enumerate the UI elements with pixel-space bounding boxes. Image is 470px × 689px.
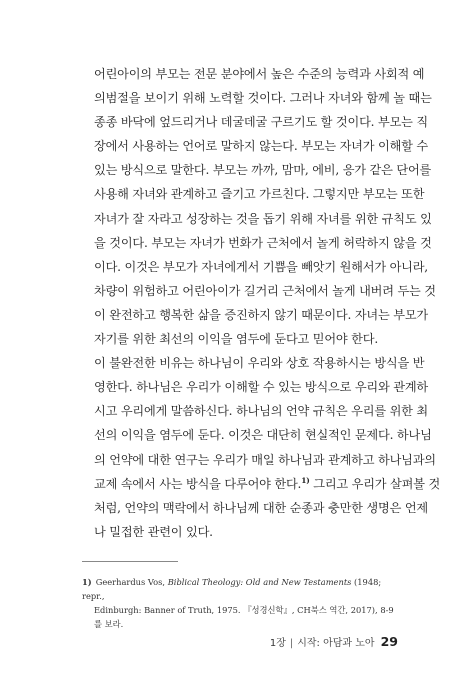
text-line: 시고 우리에게 말씀하신다. 하나님의 언약 규칙은 우리를 위한 최: [94, 404, 428, 419]
text-segment: 교제 속에서 사는 방식을 다루어야 한다.: [94, 476, 302, 491]
text-line: 이다. 이것은 부모가 자녀에게서 기쁨을 빼앗기 원해서가 아니라,: [94, 259, 428, 274]
text-line: 있는 방식으로 말한다. 부모는 까까, 맘마, 에비, 응가 같은 단어를: [94, 163, 432, 178]
running-footer: [270, 634, 398, 649]
text-line: 사용해 자녀와 관계하고 즐기고 가르친다. 그렇지만 부모는 또한: [94, 187, 425, 202]
text-line: 나 밀접한 관련이 있다.: [94, 524, 213, 539]
text-line: 선의 이익을 염두에 둔다. 이것은 대단히 현실적인 문제다. 하나님: [94, 428, 432, 443]
text-line: 장에서 사용하는 언어로 말하지 않는다. 부모는 자녀가 이해할 수: [94, 139, 428, 154]
paragraph-2: [82, 351, 441, 544]
page-number: 29: [380, 634, 398, 649]
text-line: 처럼, 언약의 맥락에서 하나님께 대한 순종과 충만한 생명은 언제: [94, 500, 428, 515]
text-line: 영한다. 하나님은 우리가 이해할 수 있는 방식으로 우리와 관계하: [94, 380, 428, 395]
footnote-book-title: Biblical Theology: Old and New Testaments: [167, 577, 352, 587]
text-line: 자녀가 잘 자라고 성장하는 것을 돕기 위해 자녀를 위한 규칙도 있: [94, 211, 432, 226]
text-segment: 그리고 우리가 살펴볼 것: [309, 476, 441, 491]
footnote: [82, 575, 398, 631]
footer-separator: |: [289, 638, 294, 649]
chapter-label: 1장: [269, 638, 286, 649]
footnote-reference[interactable]: 1): [301, 475, 310, 485]
text-line: 을 것이다. 부모는 자녀가 번화가 근처에서 놀게 허락하지 않을 것: [94, 235, 432, 250]
body-text: [82, 62, 441, 544]
text-line-with-footnote: [82, 472, 441, 496]
text-line: 의 언약에 대한 연구는 우리가 매일 하나님과 관계하고 하나님과의: [94, 452, 436, 467]
text-line: 어린아이의 부모는 전문 분야에서 높은 수준의 능력과 사회적 예: [94, 67, 425, 81]
text-line: 이 불완전한 비유는 하나님이 우리와 상호 작용하시는 방식을 반: [94, 356, 425, 371]
section-title: 시작: 아담과 노아: [297, 638, 375, 649]
text-line: 의범절을 보이기 위해 노력할 것이다. 그러나 자녀와 함께 놀 때는: [94, 91, 432, 106]
footnote-text: (1948; repr.,: [82, 577, 382, 601]
paragraph-1: [82, 62, 436, 351]
text-line: 차량이 위험하고 어린아이가 길거리 근처에서 놀게 내버려 두는 것: [94, 283, 436, 298]
text-line: 종종 바닥에 엎드리거나 데굴데굴 구르기도 할 것이다. 부모는 직: [94, 115, 428, 130]
footnote-divider: [82, 561, 178, 562]
footnote-continuation: Edinburgh: Banner of Truth, 1975. 『성경신학』, CH북스 역간, 2017), 8-9를 보라.: [94, 605, 394, 629]
text-line: 자기를 위한 최선의 이익을 염두에 둔다고 믿어야 한다.: [94, 332, 379, 347]
text-line: 이 완전하고 행복한 삶을 증진하지 않기 때문이다. 자녀는 부모가: [94, 307, 428, 322]
footnote-author: Geerhardus Vos,: [95, 577, 168, 587]
footnote-number: 1): [82, 577, 92, 587]
